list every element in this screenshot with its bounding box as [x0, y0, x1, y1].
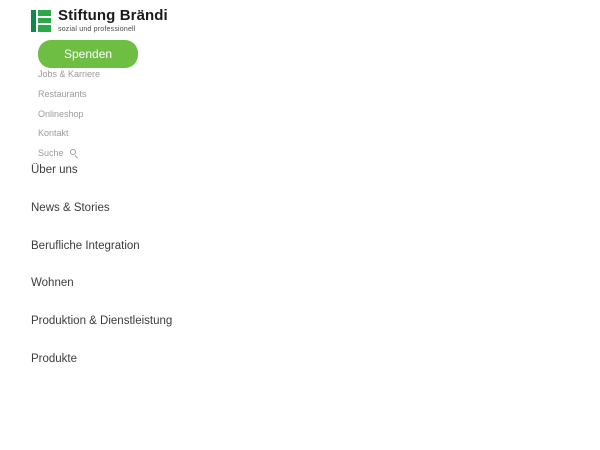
meta-nav-item-restaurants[interactable]: Restaurants: [38, 88, 87, 99]
logo-title: Stiftung Brändi: [58, 7, 168, 24]
meta-nav-item-jobs[interactable]: Jobs & Karriere: [38, 69, 101, 79]
brandi-logo-icon: [31, 10, 51, 32]
logo-text: [58, 8, 168, 33]
meta-navigation: [38, 64, 338, 162]
site-header: [0, 0, 600, 33]
logo-subtitle: sozial und professionell: [58, 26, 136, 33]
meta-nav-item-kontakt[interactable]: Kontakt: [38, 128, 69, 139]
main-nav-item-news-stories[interactable]: News & Stories: [31, 201, 110, 214]
main-nav-item-wohnen[interactable]: Wohnen: [31, 277, 74, 290]
main-nav-item-berufliche-integration[interactable]: Berufliche Integration: [31, 239, 140, 252]
main-nav-item-produktion-dienstleistung[interactable]: Produktion & Dienstleistung: [31, 315, 173, 328]
main-nav-item-produkte[interactable]: Produkte: [31, 352, 78, 365]
logo[interactable]: [0, 8, 600, 33]
meta-nav-item-onlineshop[interactable]: Onlineshop: [38, 108, 84, 119]
donate-button[interactable]: Spenden: [38, 40, 138, 68]
search-label: Suche: [38, 148, 64, 159]
main-navigation: [31, 155, 451, 382]
main-nav-item-ueber-uns[interactable]: Über uns: [31, 164, 78, 176]
